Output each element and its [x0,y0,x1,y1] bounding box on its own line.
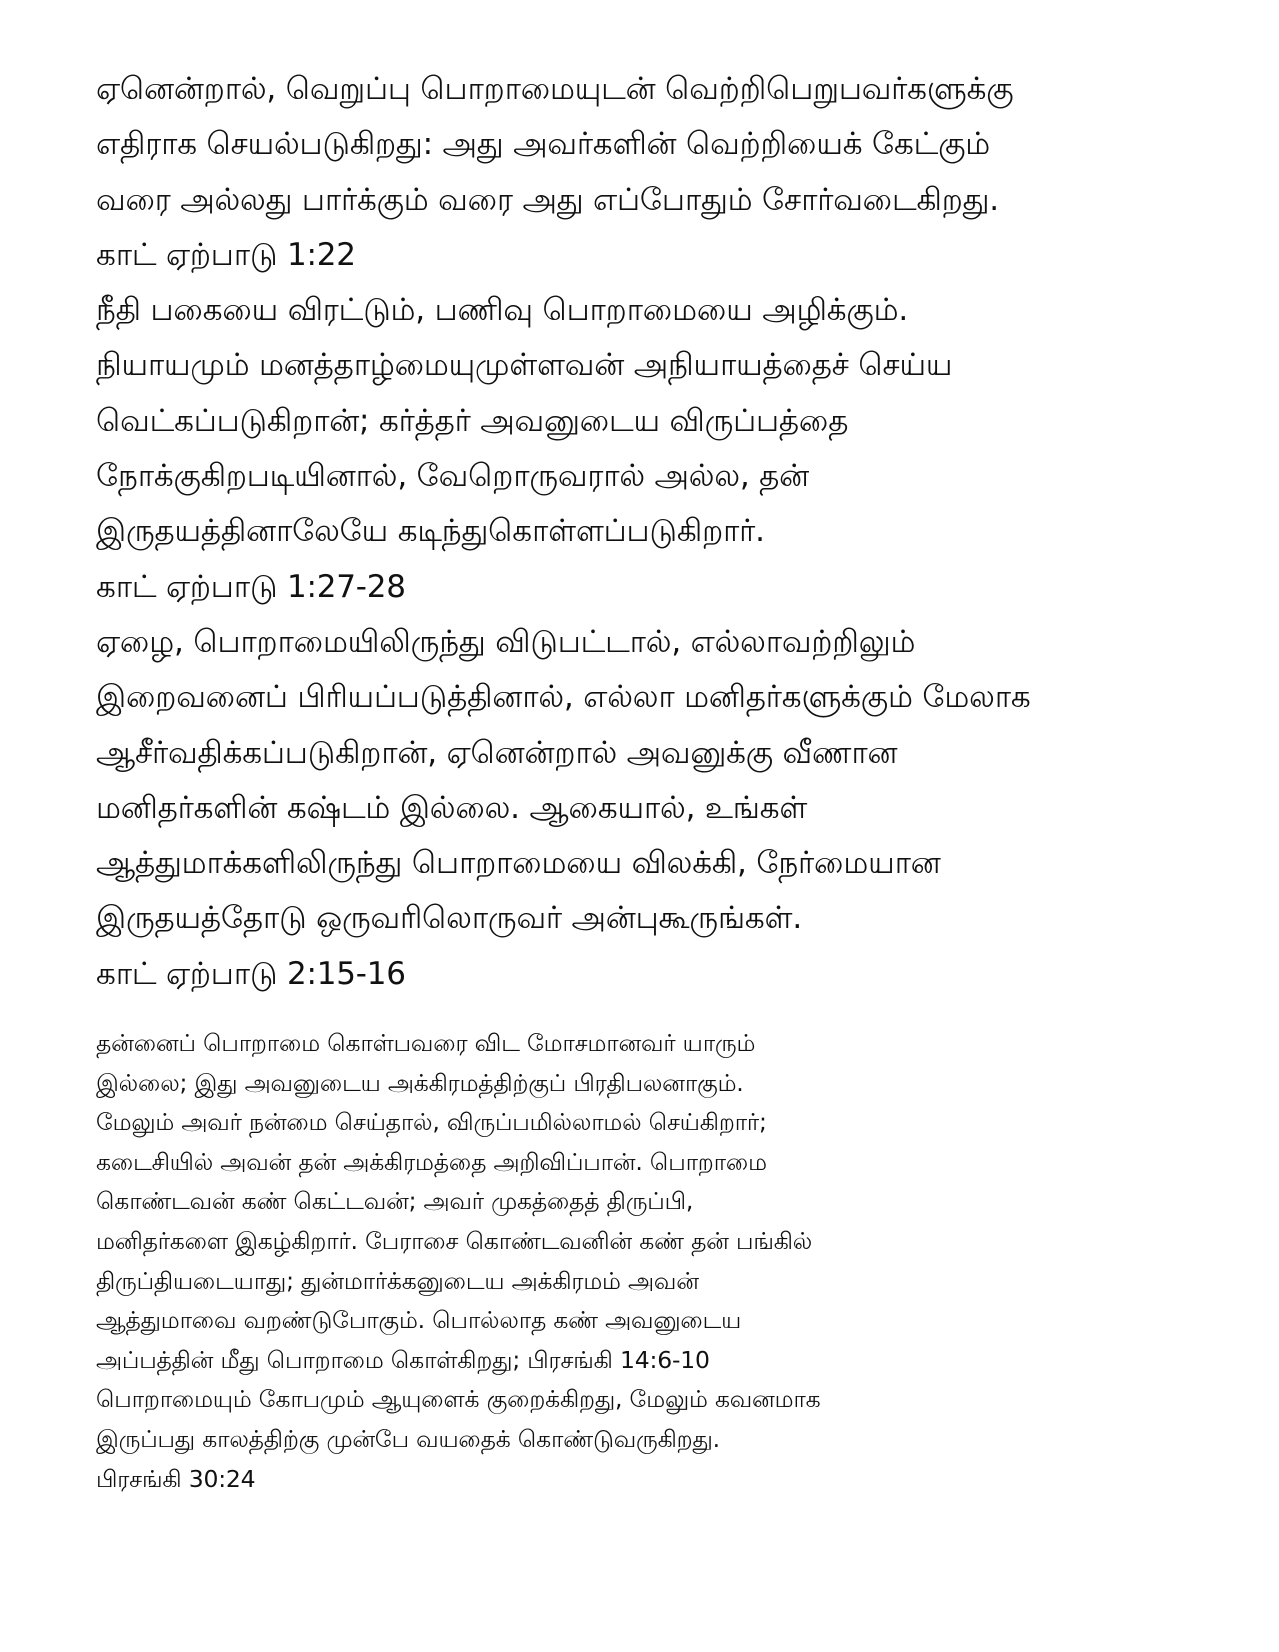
verse-reference: காட் ஏற்பாடு 1:22 [96,236,356,273]
text-line: இருதயத்தினாலேயே கடிந்துகொள்ளப்படுகிறார். [96,513,765,550]
verse-reference: காட் ஏற்பாடு 2:15-16 [96,955,406,992]
verse-reference: காட் ஏற்பாடு 1:27-28 [96,568,406,605]
text-line: வெட்கப்படுகிறான்; கர்த்தர் அவனுடைய விருப்பத்தை [96,402,849,439]
passage-large [96,62,1206,1002]
text-line: தன்னைப் பொறாமை கொள்பவரை விட மோசமானவர் யாரும் [96,1029,756,1057]
text-line: ஏழை, பொறாமையிலிருந்து விடுபட்டால், எல்லாவற்றிலும் [96,623,916,660]
text-line: இறைவனைப் பிரியப்படுத்தினால், எல்லா மனிதர்களுக்கும் மேலாக [96,679,1031,716]
text-line: நியாயமும் மனத்தாழ்மையுமுள்ளவன் அநியாயத்தைச் செய்ய [96,347,953,384]
text-line: மனிதர்களின் கஷ்டம் இல்லை. ஆகையால், உங்கள் [96,789,808,826]
text-line: மேலும் அவர் நன்மை செய்தால், விருப்பமில்லாமல் செய்கிறார்; [96,1108,767,1137]
text-line: இருப்பது காலத்திற்கு முன்பே வயதைக் கொண்டுவருகிறது. [96,1424,720,1453]
text-line: கடைசியில் அவன் தன் அக்கிரமத்தை அறிவிப்பான். பொறாமை [96,1147,767,1176]
text-line: மனிதர்களை இகழ்கிறார். பேராசை கொண்டவனின் கண் தன் பங்கில் [96,1226,813,1255]
text-line: அப்பத்தின் மீது பொறாமை கொள்கிறது; பிரசங்கி 14:6-10 [96,1345,710,1374]
text-line: கொண்டவன் கண் கெட்டவன்; அவர் முகத்தைத் திருப்பி, [96,1187,694,1216]
text-line: இல்லை; இது அவனுடைய அக்கிரமத்திற்குப் பிரதிபலனாகும். [96,1068,744,1097]
text-line: ஏனென்றால், வெறுப்பு பொறாமையுடன் வெற்றிபெறுபவர்களுக்கு [96,71,1014,107]
text-line: நோக்குகிறபடியினால், வேறொருவரால் அல்ல, தன் [96,458,810,495]
text-line: ஆத்துமாக்களிலிருந்து பொறாமையை விலக்கி, நேர்மையான [96,845,941,882]
text-line: ஆசீர்வதிக்கப்படுகிறான், ஏனென்றால் அவனுக்கு வீணான [96,734,898,771]
verse-reference: பிரசங்கி 30:24 [96,1464,256,1493]
text-line: இருதயத்தோடு ஒருவரிலொருவர் அன்புகூருங்கள். [96,900,802,937]
text-line: ஆத்துமாவை வறண்டுபோகும். பொல்லாத கண் அவனுடைய [96,1306,742,1335]
passage-small [96,1024,1156,1499]
text-line: நீதி பகையை விரட்டும், பணிவு பொறாமையை அழிக்கும். [96,292,908,329]
text-line: திருப்தியடையாது; துன்மார்க்கனுடைய அக்கிரமம் அவன் [96,1266,699,1295]
text-line: எதிராக செயல்படுகிறது: அது அவர்களின் வெற்றியைக் கேட்கும் [96,126,991,163]
text-line: வரை அல்லது பார்க்கும் வரை அது எப்போதும் சோர்வடைகிறது. [96,181,999,218]
text-line: பொறாமையும் கோபமும் ஆயுளைக் குறைக்கிறது, மேலும் கவனமாக [96,1385,821,1414]
